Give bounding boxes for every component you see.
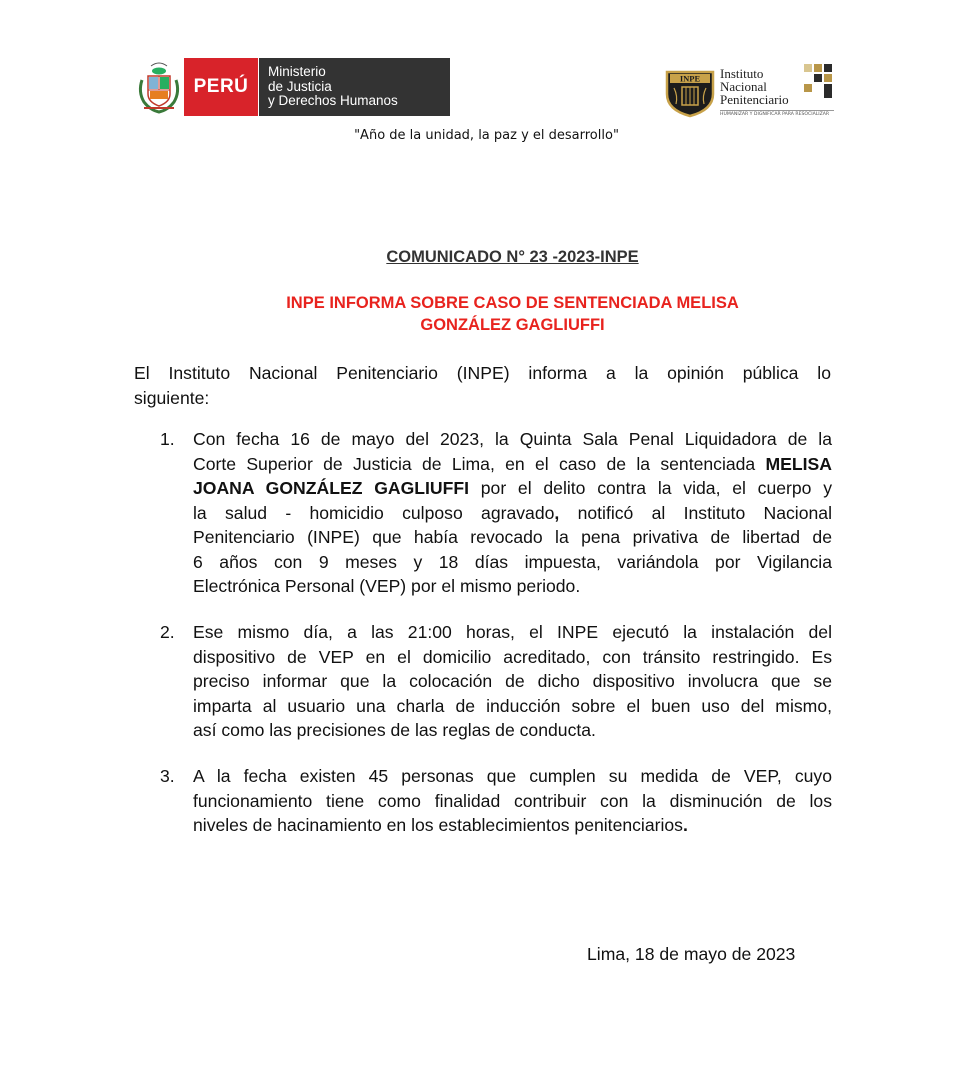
item-bold-text: JOANA GONZÁLEZ GAGLIUFFI xyxy=(193,478,469,498)
subtitle-line: INPE INFORMA SOBRE CASO DE SENTENCIADA MELISA xyxy=(286,294,739,312)
item-text: Corte Superior de Justicia de Lima, en el caso de la sentenciada xyxy=(193,453,766,474)
inpe-shield-text: INPE xyxy=(679,73,701,84)
item-line xyxy=(193,501,832,526)
item-text: Ese mismo día, a las 21:00 horas, el INPE ejecutó la instalación del xyxy=(193,622,832,642)
inpe-logo xyxy=(664,64,834,120)
item-line xyxy=(193,789,832,814)
ministry-name xyxy=(258,58,450,116)
list-item-number: 2. xyxy=(160,622,175,642)
inpe-squares-icon xyxy=(804,64,832,100)
item-text: así como las precisiones de las reglas de conducta. xyxy=(193,720,596,740)
minjus-logo xyxy=(134,58,450,116)
inpe-shield-icon xyxy=(664,66,716,118)
subtitle-line: GONZÁLEZ GAGLIUFFI xyxy=(420,316,605,334)
item-bold-text: MELISA xyxy=(765,453,832,474)
document-title: COMUNICADO N° 23 -2023-INPE xyxy=(386,248,639,266)
ministry-line: de Justicia xyxy=(268,78,332,94)
list-item-number: 3. xyxy=(160,766,175,786)
item-line xyxy=(193,669,832,694)
inpe-tagline: HUMANIZAR Y DIGNIFICAR PARA RESOCIALIZAR xyxy=(720,110,834,117)
item-line xyxy=(193,694,832,719)
ministry-line: Ministerio xyxy=(268,64,326,79)
peru-brand: PERÚ xyxy=(184,58,258,116)
item-text: niveles de hacinamiento en los establecimientos penitenciarios xyxy=(193,815,683,835)
item-text: la salud - homicidio culposo agravado xyxy=(193,502,555,523)
item-line xyxy=(193,718,832,743)
item-line xyxy=(193,476,832,501)
inpe-name-line: Instituto xyxy=(720,66,764,81)
item-line xyxy=(193,525,832,550)
item-line xyxy=(193,813,832,838)
item-text: Con fecha 16 de mayo del 2023, la Quinta Sala Penal Liquidadora de la xyxy=(193,429,832,449)
intro-line: siguiente: xyxy=(134,387,210,408)
item-line xyxy=(193,550,832,575)
item-bold-text: , xyxy=(554,502,560,523)
inpe-name-line: Nacional xyxy=(720,79,767,94)
item-text: imparta al usuario una charla de inducción sobre el buen uso del mismo, xyxy=(193,695,832,716)
item-line xyxy=(193,620,832,645)
item-text: preciso informar que la colocación de dicho dispositivo involucra que se xyxy=(193,671,832,691)
item-text: notificó al Instituto Nacional xyxy=(559,502,832,523)
item-text: dispositivo de VEP en el domicilio acreditado, con tránsito restringido. Es xyxy=(193,646,832,667)
ministry-line: y Derechos Humanos xyxy=(268,93,398,108)
item-bold-text: . xyxy=(682,815,688,835)
item-line xyxy=(193,574,832,599)
intro-line: El Instituto Nacional Penitenciario (INPE) informa a la opinión pública lo xyxy=(134,363,831,383)
list-item xyxy=(160,427,832,599)
item-line xyxy=(193,764,832,789)
intro-paragraph xyxy=(134,361,831,410)
item-line xyxy=(193,645,832,670)
item-text: Electrónica Personal (VEP) por el mismo periodo. xyxy=(193,576,581,596)
item-text: Penitenciario (INPE) que había revocado la pena privativa de libertad de xyxy=(193,527,832,547)
item-text: A la fecha existen 45 personas que cumplen su medida de VEP, cuyo xyxy=(193,766,832,786)
inpe-name-line: Penitenciario xyxy=(720,92,789,107)
document-subtitle xyxy=(0,292,973,336)
list-item-body xyxy=(193,427,832,599)
peru-coat-of-arms-icon xyxy=(134,58,184,116)
place-date: Lima, 18 de mayo de 2023 xyxy=(587,944,796,964)
item-line xyxy=(193,427,832,452)
item-text: 6 años con 9 meses y 18 días impuesta, variándola por Vigilancia xyxy=(193,551,832,572)
year-motto: "Año de la unidad, la paz y el desarrollo" xyxy=(354,128,619,143)
list-item-body xyxy=(193,764,832,838)
list-item-number: 1. xyxy=(160,429,175,449)
item-text: funcionamiento tiene como finalidad contribuir con la disminución de los xyxy=(193,790,832,811)
item-text: por el delito contra la vida, el cuerpo y xyxy=(469,478,833,498)
list-item xyxy=(160,620,832,743)
list-item-body xyxy=(193,620,832,743)
list-item xyxy=(160,764,832,838)
item-line xyxy=(193,452,832,477)
